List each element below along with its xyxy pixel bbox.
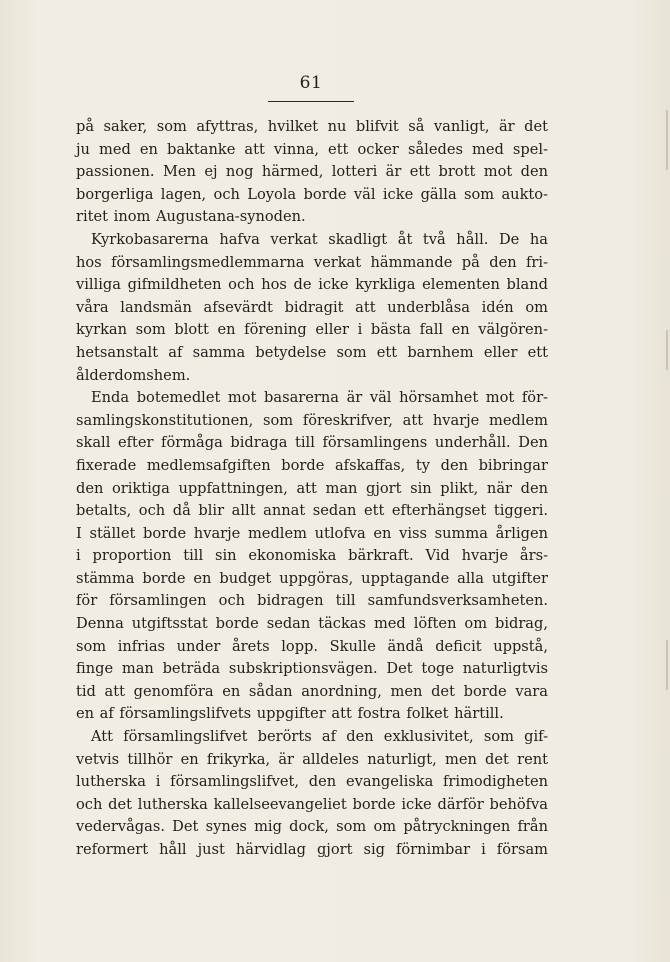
page-edge-shadow	[666, 110, 668, 170]
text-line: som infrias under årets lopp. Skulle ändå deficit uppstå,	[76, 637, 548, 655]
text-line: ålderdomshem.	[76, 366, 191, 384]
text-line: Kyrkobasarerna hafva verkat skadligt åt två håll. De ha	[91, 230, 548, 248]
text-line: hos församlingsmedlemmarna verkat hämmande på den fri-	[76, 253, 548, 271]
text-line: fixerade medlemsafgiften borde afskaffas, ty den bibringar	[76, 456, 548, 474]
text-line: våra landsmän afsevärdt bidragit att underblåsa idén om	[76, 298, 548, 316]
page-number: 61	[299, 73, 323, 93]
page-body-text	[76, 116, 548, 862]
text-line: Att församlingslifvet berörts af den exklusivitet, som gif-	[91, 728, 548, 746]
text-line: ju med en baktanke att vinna, ett ocker således med spel-	[76, 140, 548, 158]
text-line: tid att genomföra en sådan anordning, men det borde vara	[76, 682, 548, 700]
text-line: Denna utgiftsstat borde sedan täckas med löften om bidrag,	[76, 615, 548, 633]
text-line: den oriktiga uppfattningen, att man gjort sin plikt, när den	[76, 479, 548, 497]
text-line: skall efter förmåga bidraga till församlingens underhåll. Den	[76, 434, 548, 452]
text-line: finge man beträda subskriptionsvägen. Det toge naturligtvis	[76, 660, 548, 678]
page-edge-shadow	[666, 330, 668, 370]
text-line: I stället borde hvarje medlem utlofva en viss summa årligen	[76, 524, 548, 542]
text-line: stämma borde en budget uppgöras, upptagande alla utgifter	[76, 569, 548, 587]
text-line: på saker, som afyttras, hvilket nu blifvit så vanligt, är det	[76, 118, 548, 135]
text-line: i proportion till sin ekonomiska bärkraft. Vid hvarje års-	[76, 547, 548, 565]
text-line: samlingskonstitutionen, som föreskrifver, att hvarje medlem	[76, 411, 548, 429]
page-edge-shadow	[666, 640, 668, 690]
text-line: borgerliga lagen, och Loyola borde väl icke gälla som aukto-	[76, 185, 548, 203]
text-line: en af församlingslifvets uppgifter att fostra folket härtill.	[76, 705, 504, 723]
text-line: betalts, och då blir allt annat sedan ett efterhängset tiggeri.	[76, 502, 548, 520]
text-line: Enda botemedlet mot basarerna är väl hörsamhet mot för-	[91, 389, 548, 407]
text-line: ritet inom Augustana-synoden.	[76, 208, 306, 226]
text-line: villiga gifmildheten och hos de icke kyrkliga elementen bland	[76, 276, 548, 294]
text-line: reformert håll just härvidlag gjort sig förnimbar i försam	[76, 841, 548, 858]
text-line: vetvis tillhör en frikyrka, är alldeles naturligt, men det rent	[76, 750, 548, 768]
text-line: vedervågas. Det synes mig dock, som om påtryckningen från	[76, 818, 548, 836]
text-line: för församlingen och bidragen till samfundsverksamheten.	[76, 592, 548, 610]
text-line: hetsanstalt af samma betydelse som ett barnhem eller ett	[76, 343, 548, 361]
text-line: kyrkan som blott en förening eller i bästa fall en välgören-	[76, 321, 548, 339]
text-line: lutherska i församlingslifvet, den evangeliska frimodigheten	[76, 773, 548, 791]
header-rule	[268, 101, 354, 102]
text-line: passionen. Men ej nog härmed, lotteri är ett brott mot den	[76, 163, 548, 181]
text-line: och det lutherska kallelseevangeliet borde icke därför behöfva	[76, 795, 548, 813]
